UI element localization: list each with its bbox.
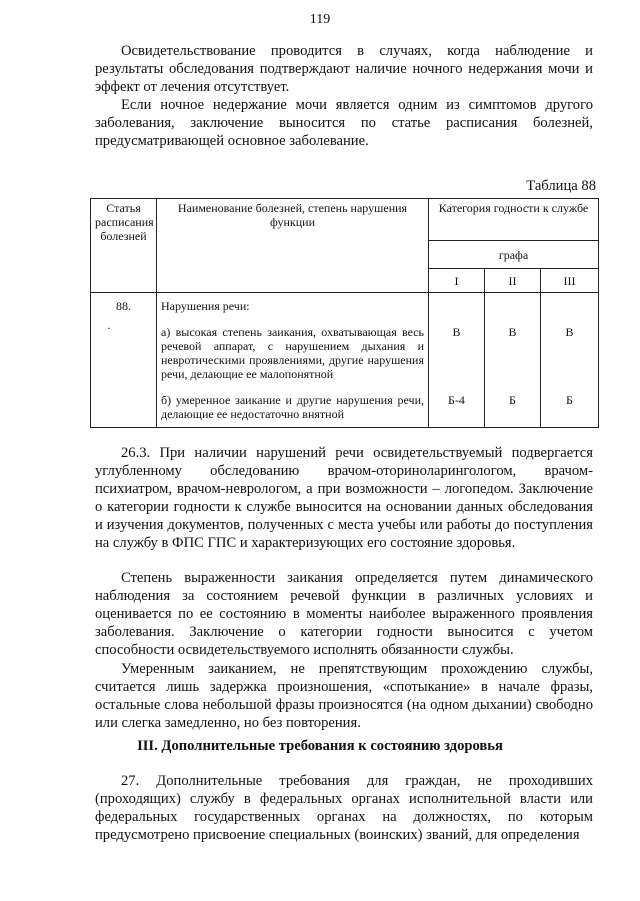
header-col-2: II <box>485 269 541 293</box>
paragraph-27: 27. Дополнительные требования для граждан, не проходивших (проходящих) службу в федеральных органах исполнительной власти или федеральных государственных органах на должностях, по которым предусмотрено присвоение специальных (воинских) званий, для определения <box>95 773 593 843</box>
article-cell <box>91 293 157 428</box>
page-number: 119 <box>309 12 331 27</box>
row-a-col-2: В <box>508 325 517 339</box>
paragraph-moderate-stutter: Умеренным заиканием, не препятствующим прохождению службы, считается лишь задержка произношения, «спотыкание» в начале фразы, остальные слова небольшой фразы произносятся (на одном дыхании) свободно или слегка замедленно, но без повторения. <box>95 661 593 731</box>
paragraph-exam-cases: Освидетельствование проводится в случаях, когда наблюдение и результаты обследования подтверждают наличие ночного недержания мочи и эффект от лечения отсутствует. <box>95 43 593 95</box>
header-col-3: III <box>541 269 599 293</box>
row-b-col-3: Б <box>566 393 573 407</box>
col-1-values <box>429 293 485 428</box>
paragraph-other-disease: Если ночное недержание мочи является одним из симптомов другого заболевания, заключение выносится по статье расписания болезней, предусматривающей основное заболевание. <box>95 97 593 149</box>
row-a-col-1: В <box>452 325 461 339</box>
article-number: 88. <box>116 299 131 313</box>
col-3-values <box>541 293 599 428</box>
paragraph-stutter-severity: Степень выраженности заикания определяется путем динамического наблюдения за состоянием речевой функции в различных условиях и оценивается по ее состоянию в моменты наиболее выраженного проявления заболевания. Заключение о категории годности выносится с учетом способности освидетельствуемого исполнять обязанности службы. <box>95 570 593 658</box>
header-article: Статья расписания болезней <box>91 199 157 293</box>
table-caption: Таблица 88 <box>526 178 596 194</box>
header-col-1: I <box>429 269 485 293</box>
disease-description-cell <box>157 293 429 428</box>
header-category: Категория годности к службе <box>429 199 599 241</box>
header-grafa: графа <box>429 241 599 269</box>
section-heading: III. Дополнительные требования к состоянию здоровья <box>137 738 503 754</box>
header-disease-name: Наименование болезней, степень нарушения функции <box>157 199 429 293</box>
disease-table <box>90 198 599 428</box>
col-2-values <box>485 293 541 428</box>
paragraph-26-3: 26.3. При наличии нарушений речи освидетельствуемый подвергается углубленному обследованию врачом-оториноларингологом, врачом-психиатром, врачом-неврологом, а при возможности – логопедом. Заключение о категории годности к службе выносится на основании данных обследования и изучения документов, полученных с места учебы или работы до поступления на службу в ФПС ГПС и характеризующих его состояние здоровья. <box>95 445 593 551</box>
disease-title: Нарушения речи: <box>161 299 250 313</box>
row-a-col-3: В <box>565 325 574 339</box>
row-b-col-1: Б-4 <box>448 393 465 407</box>
stray-mark: · <box>107 321 111 335</box>
row-b-col-2: Б <box>509 393 516 407</box>
row-a-text: а) высокая степень заикания, охватывающая весь речевой аппарат, с нарушением дыхания и невротическими проявлениями, другие нарушения речи, делающие ее малопонятной <box>161 325 424 381</box>
row-b-text: б) умеренное заикание и другие нарушения речи, делающие ее недостаточно внятной <box>161 393 424 421</box>
table-row <box>91 293 599 428</box>
